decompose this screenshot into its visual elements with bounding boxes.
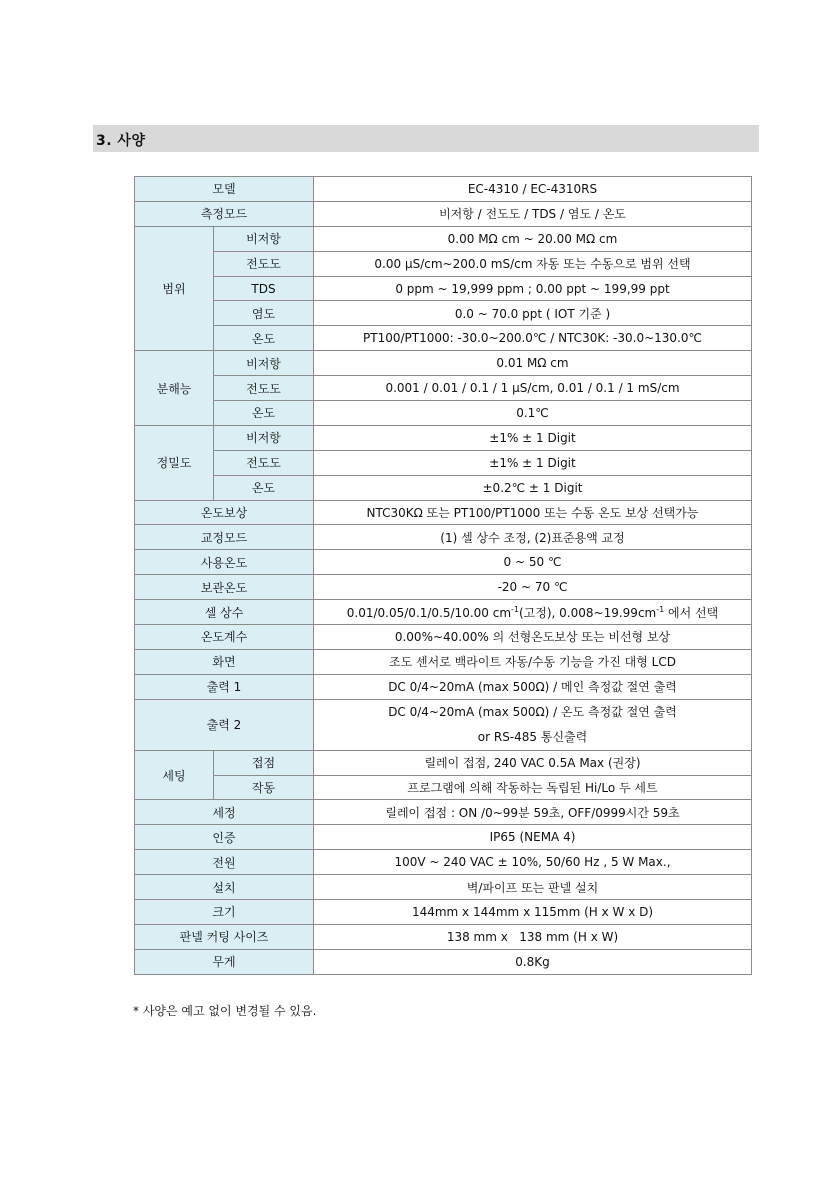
display-label: 화면 [135,649,314,674]
storage-temp-label: 보관온도 [135,575,314,600]
weight-label: 무게 [135,949,314,974]
calibration-value: (1) 셀 상수 조정, (2)표준용액 교정 [314,525,752,550]
cleaning-label: 세정 [135,800,314,825]
output1-label: 출력 1 [135,674,314,699]
model-value: EC-4310 / EC-4310RS [314,177,752,202]
accuracy-label: 정밀도 [135,425,214,500]
table-row [135,649,752,674]
calibration-label: 교정모드 [135,525,314,550]
table-row [135,775,752,800]
power-label: 전원 [135,850,314,875]
table-row [135,875,752,900]
output2-line: or RS-485 통신출력 [477,729,588,744]
spec-table [134,176,752,975]
output2-line: DC 0/4~20mA (max 500Ω) / 온도 측정값 절연 출력 [388,704,677,719]
cleaning-value: 릴레이 접점 : ON /0~99분 59초, OFF/0999시간 59초 [314,800,752,825]
table-row [135,525,752,550]
model-label: 모델 [135,177,314,202]
setting-value: 프로그램에 의해 작동하는 독립된 Hi/Lo 두 세트 [314,775,752,800]
range-value: 0.00 MΩ cm ~ 20.00 MΩ cm [314,226,752,251]
installation-label: 설치 [135,875,314,900]
cell-constant-exponent: -1 [511,604,519,614]
setting-sub-label: 접점 [214,750,314,775]
table-row [135,401,752,426]
range-value: 0.00 µS/cm~200.0 mS/cm 자동 또는 수동으로 범위 선택 [314,251,752,276]
range-sub-label: 온도 [214,326,314,351]
table-row [135,575,752,600]
table-row [135,177,752,202]
cell-constant-part: 0.01/0.05/0.1/0.5/10.00 cm [346,605,512,620]
operating-temp-label: 사용온도 [135,550,314,575]
cell-constant-part: (고정), 0.008~19.99cm [519,605,657,620]
storage-temp-value: -20 ~ 70 ℃ [314,575,752,600]
mode-value: 비저항 / 전도도 / TDS / 염도 / 온도 [314,201,752,226]
range-sub-label: 비저항 [214,226,314,251]
resolution-value: 0.01 MΩ cm [314,351,752,376]
resolution-label: 분해능 [135,351,214,426]
resolution-sub-label: 전도도 [214,376,314,401]
table-row [135,425,752,450]
accuracy-value: ±0.2℃ ± 1 Digit [314,475,752,500]
size-value: 144mm x 144mm x 115mm (H x W x D) [314,900,752,925]
table-row [135,674,752,699]
size-label: 크기 [135,900,314,925]
installation-value: 벽/파이프 또는 판넬 설치 [314,875,752,900]
output2-label: 출력 2 [135,699,314,750]
table-row [135,326,752,351]
table-row [135,376,752,401]
temp-comp-value: NTC30KΩ 또는 PT100/PT1000 또는 수동 온도 보상 선택가능 [314,500,752,525]
table-row [135,949,752,974]
certification-label: 인증 [135,825,314,850]
power-value: 100V ~ 240 VAC ± 10%, 50/60 Hz , 5 W Max., [314,850,752,875]
cell-constant-part: 에서 선택 [664,605,719,620]
resolution-value: 0.001 / 0.01 / 0.1 / 1 µS/cm, 0.01 / 0.1 / 1 mS/cm [314,376,752,401]
range-sub-label: 전도도 [214,251,314,276]
setting-value: 릴레이 접점, 240 VAC 0.5A Max (권장) [314,750,752,775]
table-row [135,201,752,226]
cell-constant-exponent: -1 [656,604,665,614]
range-value: 0 ppm ~ 19,999 ppm ; 0.00 ppt ~ 199,99 ppt [314,276,752,301]
table-row [135,475,752,500]
panel-cut-value: 138 mm x 138 mm (H x W) [314,924,752,949]
footnote: * 사양은 예고 없이 변경될 수 있음. [133,1004,317,1018]
weight-value: 0.8Kg [314,949,752,974]
resolution-sub-label: 온도 [214,401,314,426]
temp-comp-label: 온도보상 [135,500,314,525]
table-row [135,450,752,475]
range-value: PT100/PT1000: -30.0~200.0℃ / NTC30K: -30.0~130.0℃ [314,326,752,351]
accuracy-value: ±1% ± 1 Digit [314,425,752,450]
panel-cut-label: 판넬 커팅 사이즈 [135,924,314,949]
table-row [135,750,752,775]
setting-label: 세팅 [135,750,214,800]
table-row [135,600,752,625]
range-label: 범위 [135,226,214,350]
resolution-value: 0.1℃ [314,401,752,426]
display-value: 조도 센서로 백라이트 자동/수동 기능을 가진 대형 LCD [314,649,752,674]
table-row [135,924,752,949]
table-row [135,850,752,875]
certification-value: IP65 (NEMA 4) [314,825,752,850]
table-row [135,301,752,326]
mode-label: 측정모드 [135,201,314,226]
table-row [135,699,752,750]
accuracy-sub-label: 비저항 [214,425,314,450]
range-sub-label: 염도 [214,301,314,326]
cell-constant-label: 셀 상수 [135,600,314,625]
temp-coeff-value: 0.00%~40.00% 의 선형온도보상 또는 비선형 보상 [314,625,752,650]
table-row [135,251,752,276]
operating-temp-value: 0 ~ 50 ℃ [314,550,752,575]
table-row [135,900,752,925]
cell-constant-value [314,600,752,625]
table-row [135,226,752,251]
table-row [135,351,752,376]
accuracy-sub-label: 온도 [214,475,314,500]
range-value: 0.0 ~ 70.0 ppt ( IOT 기준 ) [314,301,752,326]
table-row [135,825,752,850]
temp-coeff-label: 온도계수 [135,625,314,650]
accuracy-sub-label: 전도도 [214,450,314,475]
accuracy-value: ±1% ± 1 Digit [314,450,752,475]
output1-value: DC 0/4~20mA (max 500Ω) / 메인 측정값 절연 출력 [314,674,752,699]
table-row [135,500,752,525]
resolution-sub-label: 비저항 [214,351,314,376]
table-row [135,276,752,301]
section-header [93,125,759,152]
table-row [135,800,752,825]
output2-value [314,699,752,750]
table-row [135,550,752,575]
range-sub-label: TDS [214,276,314,301]
table-row [135,625,752,650]
setting-sub-label: 작동 [214,775,314,800]
section-title: 3. 사양 [96,133,146,149]
